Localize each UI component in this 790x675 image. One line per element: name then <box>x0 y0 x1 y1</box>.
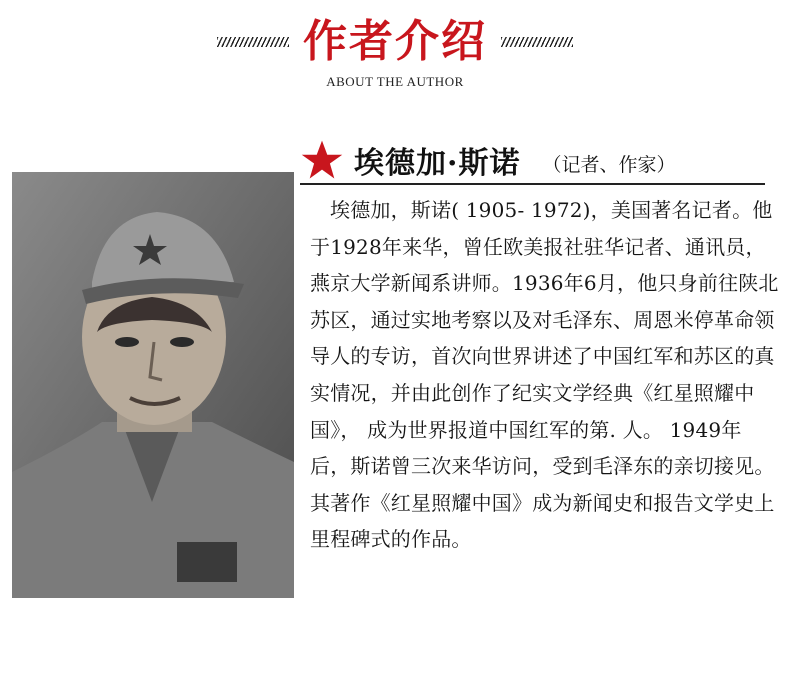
author-biography: 埃德加，斯诺( 1905- 1972)，美国著名记者。他于1928年来华，曾任欧美报社驻华记者、通讯员，燕京大学新闻系讲师。1936年6月，他只身前往陕北苏区，通过实地考察以及对毛泽东、周恩米停革命领导人的专访，首次向世界讲述了中国红军和苏区的真实情况，并由此创作了纪实文学经典《红星照耀中国》， 成为世界报道中国红军的第. 人。 1949年后，斯诺曾三次来华访问，受到毛泽东的亲切接见。其著作《红星照耀中国》成为新闻史和报告文学史上里程碑式的作品。 <box>310 198 779 552</box>
red-star-icon <box>300 138 344 182</box>
name-underline-divider <box>300 183 765 185</box>
right-hatch-decoration <box>501 37 573 47</box>
title-row <box>0 12 790 72</box>
section-title: 作者介绍 <box>303 16 487 67</box>
author-role: （记者、作家） <box>542 153 676 176</box>
author-name: 埃德加·斯诺 <box>354 146 521 181</box>
section-subtitle: ABOUT THE AUTHOR <box>326 74 464 89</box>
author-photo <box>12 172 294 598</box>
left-hatch-decoration <box>217 37 289 47</box>
author-name-row <box>300 138 768 182</box>
section-header <box>0 12 790 90</box>
portrait-photo-icon <box>12 172 294 598</box>
